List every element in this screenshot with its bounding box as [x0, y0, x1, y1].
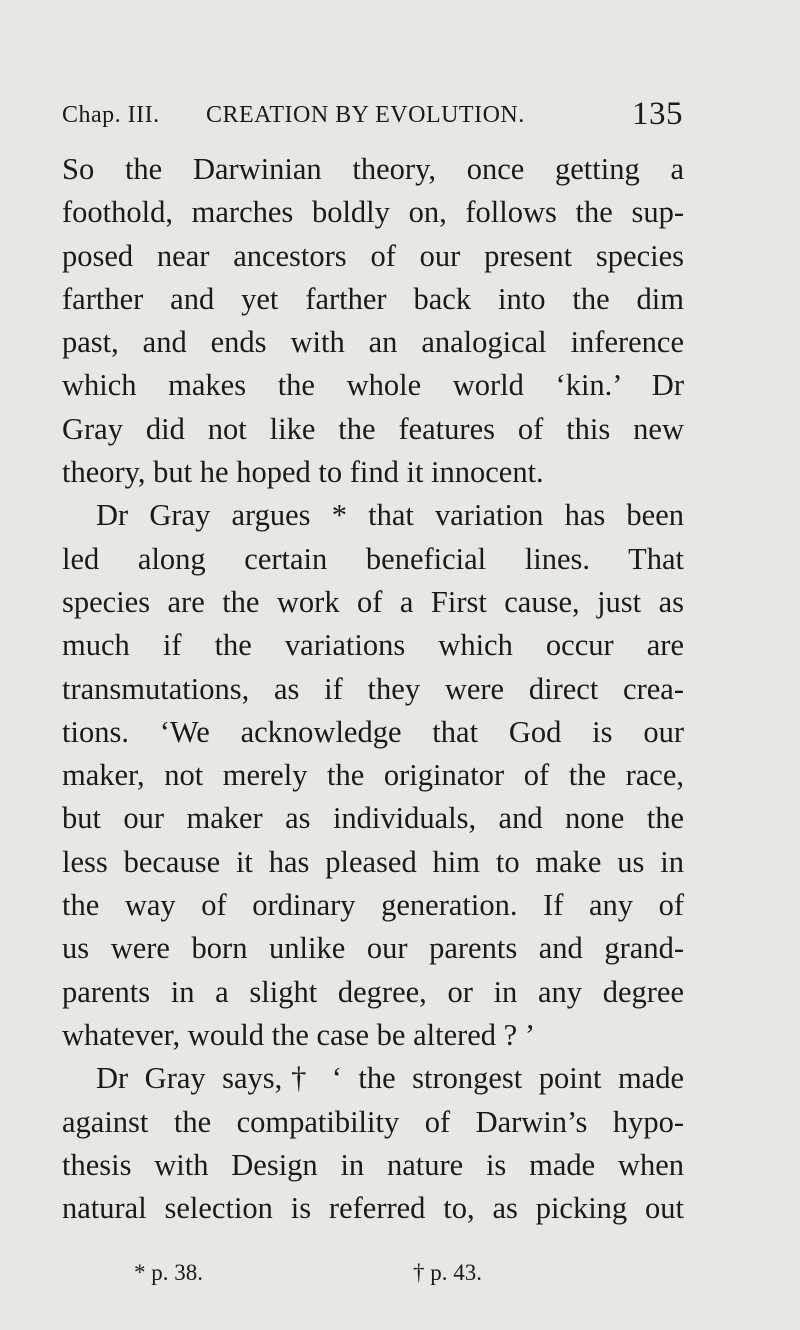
text-line: thesis with Design in nature is made when [62, 1147, 684, 1182]
text-line: less because it has pleased him to make us in [62, 844, 684, 879]
running-title: CREATION BY EVOLUTION. [206, 102, 525, 128]
text-line: species are the work of a First cause, just as [62, 584, 684, 619]
text-line: parents in a slight degree, or in any degree [62, 974, 684, 1009]
text-line: against the compatibility of Darwin’s hypo- [62, 1104, 684, 1139]
text-line: transmutations, as if they were direct crea- [62, 671, 684, 706]
text-line: farther and yet farther back into the dim [62, 281, 684, 316]
text-line: Dr Gray argues * that variation has been [96, 498, 684, 533]
page-number: 135 [632, 96, 683, 132]
text-line: foothold, marches boldly on, follows the sup- [62, 195, 684, 230]
text-line: tions. ‘We acknowledge that God is our [62, 714, 684, 749]
text-line: maker, not merely the originator of the race, [62, 758, 684, 793]
text-line: which makes the whole world ‘kin.’ Dr [62, 368, 684, 403]
chapter-label: Chap. III. [62, 102, 160, 128]
text-line: the way of ordinary generation. If any of [62, 888, 684, 923]
footnote-1: * p. 38. [134, 1260, 203, 1285]
text-line: much if the variations which occur are [62, 628, 684, 663]
text-line: but our maker as individuals, and none the [62, 801, 684, 836]
text-line: Gray did not like the features of this new [62, 411, 684, 446]
text-line: whatever, would the case be altered ? ’ [62, 1017, 535, 1052]
footnote-2: † p. 43. [413, 1260, 482, 1285]
text-line: So the Darwinian theory, once getting a [62, 152, 684, 186]
running-header [62, 96, 683, 136]
text-line: Dr Gray says,† ‘ the strongest point made [96, 1061, 684, 1096]
footnotes [0, 1260, 800, 1292]
text-line: past, and ends with an analogical inference [62, 325, 684, 360]
text-line: posed near ancestors of our present species [62, 238, 684, 273]
text-line: theory, but he hoped to find it innocent. [62, 455, 544, 490]
body-text [62, 148, 684, 1230]
text-line: natural selection is referred to, as picking out [62, 1191, 684, 1226]
text-line: us were born unlike our parents and grand- [62, 931, 684, 966]
text-line: led along certain beneficial lines. That [62, 541, 684, 576]
